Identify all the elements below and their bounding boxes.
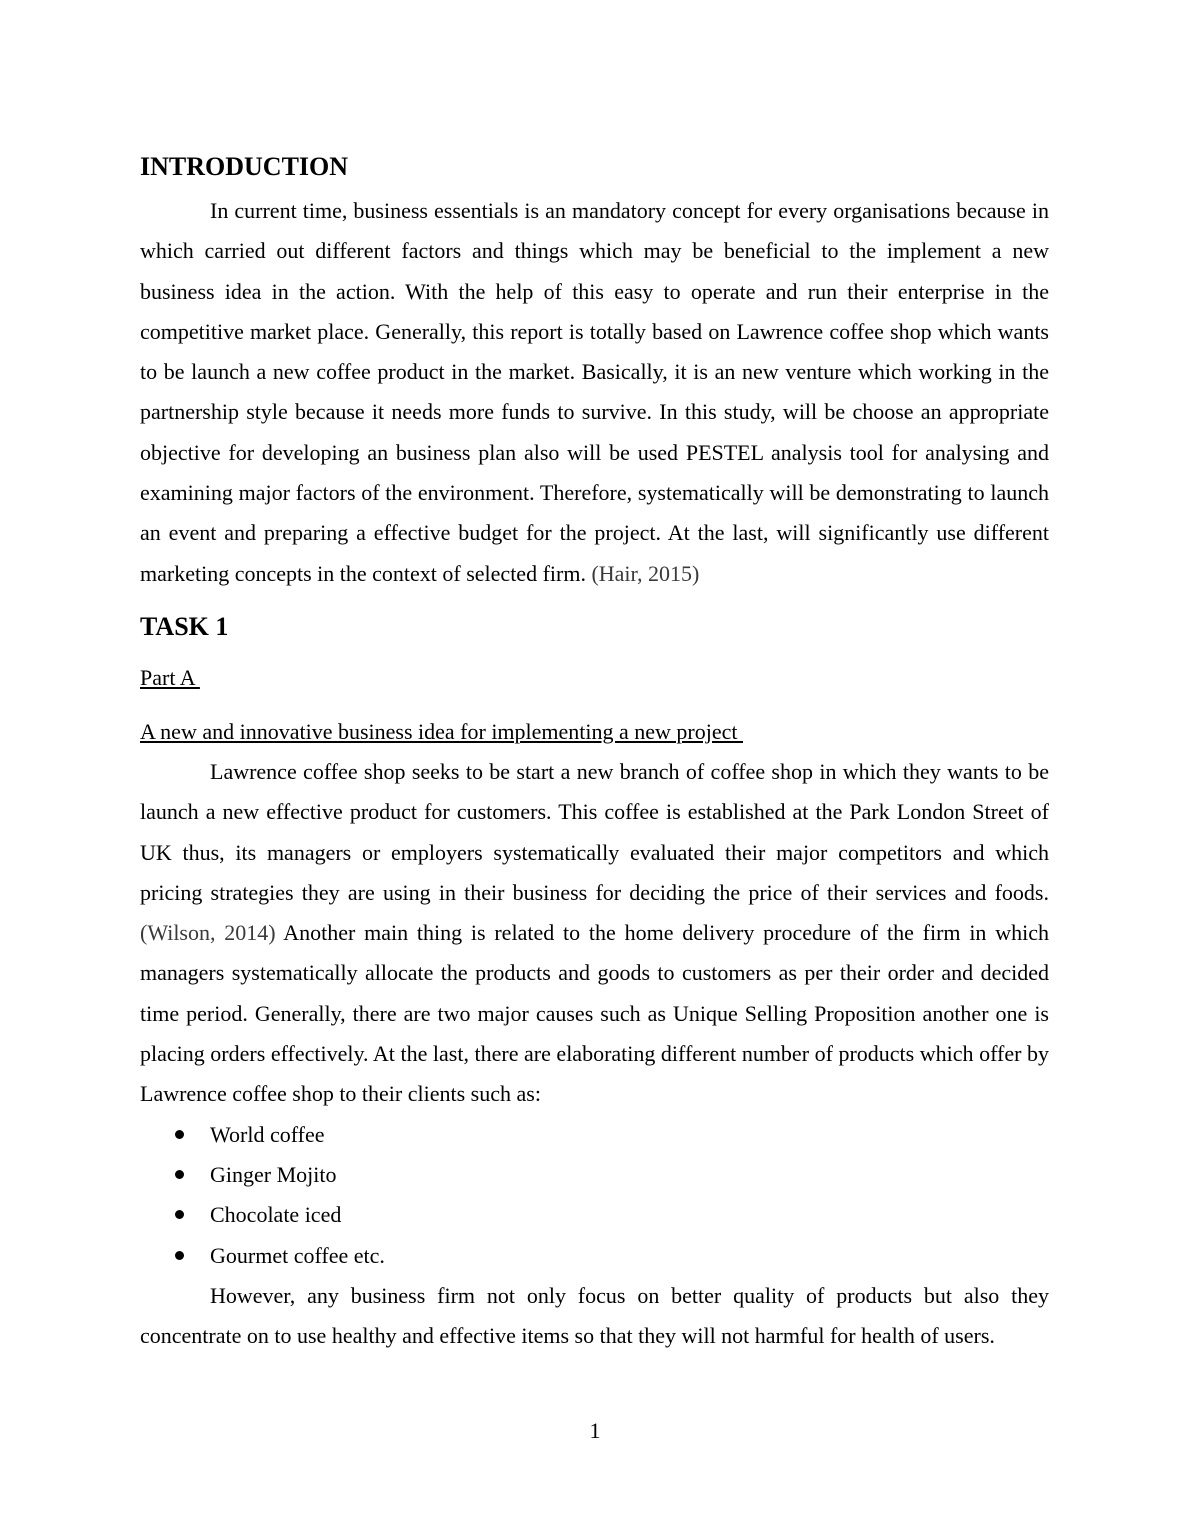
bullet-icon — [175, 1251, 184, 1260]
introduction-text: In current time, business essentials is an mandatory concept for every organisations because in which carried out different factors and things which may be beneficial to the implement a new business idea in the action. With the help of this easy to operate and run their enterprise in the competitive market place. Generally, this report is totally based on Lawrence coffee shop which wants to be launch a new coffee product in the market. Basically, it is an new venture which working in the partnership style because it needs more funds to survive. In this study, will be choose an appropriate objective for developing an business plan also will be used PESTEL analysis tool for analysing and examining major factors of the environment. Therefore, systematically will be demonstrating to launch an event and preparing a effective budget for the project. At the last, will significantly use different marketing concepts in the context of selected firm. — [140, 198, 1049, 586]
product-label: Ginger Mojito — [210, 1161, 337, 1187]
introduction-paragraph — [140, 191, 1049, 594]
list-item — [140, 1155, 1049, 1195]
list-item — [140, 1236, 1049, 1276]
list-item — [140, 1115, 1049, 1155]
business-idea-subheading: A new and innovative business idea for implementing a new project — [140, 718, 744, 744]
product-label: Gourmet coffee etc. — [210, 1242, 385, 1268]
bullet-icon — [175, 1130, 184, 1139]
task1-heading: TASK 1 — [140, 611, 229, 641]
business-idea-text-b: Another main thing is related to the home delivery procedure of the firm in which managers systematically allocate the products and goods to customers as per their order and decided time period. Generally, there are two major causes such as Unique Selling Proposition another one is placing orders effectively. At the last, there are elaborating different number of products which offer by Lawrence coffee shop to their clients such as: — [140, 920, 1049, 1107]
business-idea-text-a: Lawrence coffee shop seeks to be start a new branch of coffee shop in which they wants to be launch a new effective product for customers. This coffee is established at the Park London Street of UK thus, its managers or employers systematically evaluated their major competitors and which pricing strategies they are using in their business for deciding the price of their services and foods. — [140, 758, 1049, 905]
quality-paragraph: However, any business firm not only focus on better quality of products but also they concentrate on to use healthy and effective items so that they will not harmful for health of users. — [140, 1282, 1049, 1349]
citation-wilson-2014: (Wilson, 2014) — [140, 920, 276, 946]
product-label: Chocolate iced — [210, 1202, 342, 1228]
page-content — [140, 150, 1049, 1356]
product-list — [140, 1115, 1049, 1276]
bullet-icon — [175, 1170, 184, 1179]
citation-hair-2015: (Hair, 2015) — [591, 560, 700, 586]
list-item — [140, 1195, 1049, 1235]
introduction-heading: INTRODUCTION — [140, 152, 349, 181]
part-a-label: Part A — [140, 664, 200, 690]
page-number: 1 — [589, 1418, 601, 1443]
product-label: World coffee — [210, 1121, 325, 1147]
bullet-icon — [175, 1210, 184, 1219]
business-idea-paragraph — [140, 752, 1049, 1115]
